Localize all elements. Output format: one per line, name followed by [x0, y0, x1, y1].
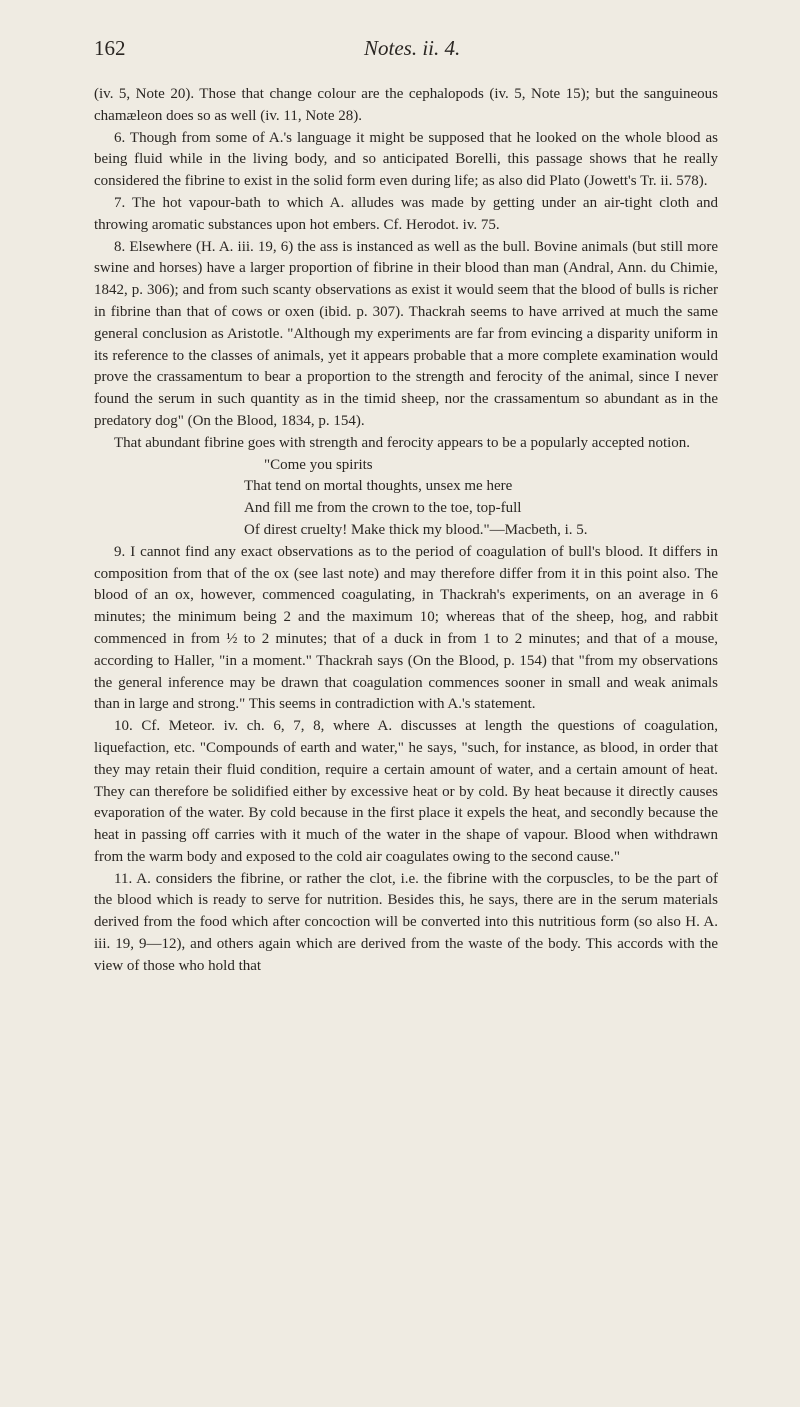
note-8-continued: That abundant fibrine goes with strength and ferocity appears to be a popularly accepted notion. [114, 434, 691, 451]
macbeth-quotation [94, 455, 718, 542]
notes-body [94, 84, 718, 978]
note-9: 9. I cannot find any exact observations as to the period of coagulation of bull's blood. It differs in composition from that of the ox (see last note) and may therefore differ from it in this point also. The blood of an ox, however, commenced coagulating, in Thackrah's experiments, on an average in 6 minutes; the minimum being 2 and the maximum 10; whereas that of the sheep, hog, and rabbit commenced in from ½ to 2 minutes; that of a duck in from 1 to 2 minutes; and that of a mouse, according to Haller, "in a moment." Thackrah says (On the Blood, p. 154) that "from my observations the general inference may be drawn that coagulation commences sooner in small and weak animals than in large and strong." This seems in contradiction with A.'s statement. [94, 543, 718, 713]
note-continuation: (iv. 5, Note 20). Those that change colour are the cephalopods (iv. 5, Note 15); but the sanguineous chamæleon does so as well (iv. 11, Note 28). [94, 86, 718, 124]
page-header [94, 36, 720, 70]
verse-line: Of direst cruelty! Make thick my blood."—Macbeth, i. 5. [244, 521, 588, 538]
page-number: 162 [94, 36, 126, 60]
note-6: 6. Though from some of A.'s language it might be supposed that he looked on the whole blood as being fluid while in the living body, and so anticipated Borelli, this passage shows that he really considered the fibrine to exist in the solid form even during life; as also did Plato (Jowett's Tr. ii. 578). [94, 129, 718, 190]
verse-line: "Come you spirits [264, 456, 373, 473]
note-8: 8. Elsewhere (H. A. iii. 19, 6) the ass is instanced as well as the bull. Bovine animals (but still more swine and horses) have a larger proportion of fibrine in their blood than man (Andral, Ann. du Chimie, 1842, p. 306); and from such scanty observations as exist it would seem that the blood of bulls is richer in fibrine than that of cows or oxen (ibid. p. 307). Thackrah seems to have arrived at much the same general conclusion as Aristotle. "Although my experiments are far from evincing a disparity uniform in its reference to the classes of animals, yet it appears probable that a more complete examination would prove the crassamentum to bear a proportion to the strength and ferocity of the animal, since I never found the serum in such quantity as in the timid sheep, nor the crassamentum so abundant as in the predatory dog" (On the Blood, 1834, p. 154). [94, 238, 718, 429]
note-10: 10. Cf. Meteor. iv. ch. 6, 7, 8, where A. discusses at length the questions of coagulation, liquefaction, etc. "Compounds of earth and water," he says, "such, for instance, as blood, in order that they may retain their fluid condition, require a certain amount of water, and a certain amount of heat. They can therefore be solidified either by excessive heat or by cold. By heat because it directly causes evaporation of the water. By cold because in the first place it expels the heat, and secondly because the heat in passing off carries with it much of the water in the shape of vapour. Blood when withdrawn from the warm body and exposed to the cold air coagulates owing to the second cause." [94, 718, 718, 865]
note-11: 11. A. considers the fibrine, or rather the clot, i.e. the fibrine with the corpuscles, to be the part of the blood which is ready to serve for nutrition. Besides this, he says, there are in the serum materials derived from the food which after concoction will be converted into this nutritious form (so also H. A. iii. 19, 9—12), and others again which are derived from the waste of the body. This accords with the view of those who hold that [94, 870, 718, 974]
verse-line: And fill me from the crown to the toe, top-full [244, 500, 522, 517]
note-7: 7. The hot vapour-bath to which A. alludes was made by getting under an air-tight cloth and throwing aromatic substances upon hot embers. Cf. Herodot. iv. 75. [94, 194, 718, 233]
running-title: Notes. ii. 4. [364, 36, 461, 60]
verse-line: That tend on mortal thoughts, unsex me here [244, 478, 513, 495]
